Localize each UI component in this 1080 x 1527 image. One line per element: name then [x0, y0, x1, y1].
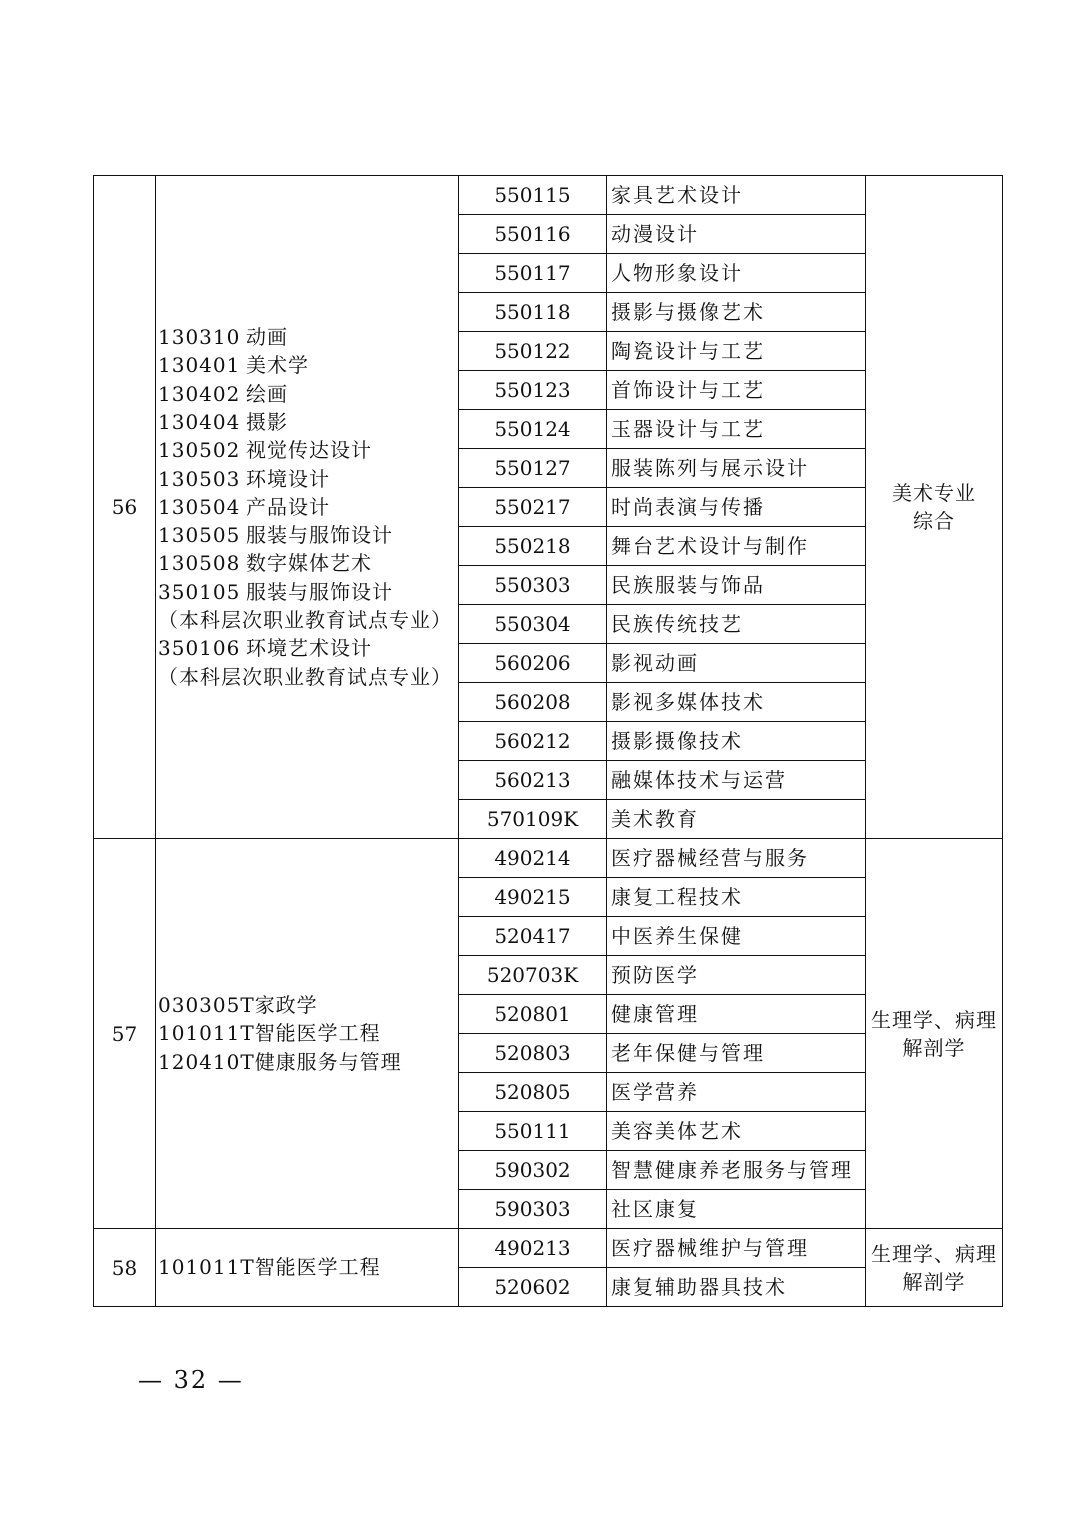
vocational-major-name: 中医养生保健	[607, 917, 866, 956]
undergrad-major	[158, 549, 458, 577]
vocational-major-code: 520602	[459, 1268, 607, 1307]
vocational-major-code: 550303	[459, 566, 607, 605]
vocational-major-code: 490213	[459, 1229, 607, 1268]
exam-subject	[866, 176, 1003, 839]
undergrad-major-name: 健康服务与管理	[254, 1049, 402, 1074]
vocational-major-name: 医疗器械维护与管理	[607, 1229, 866, 1268]
undergrad-major	[158, 634, 458, 662]
group-number: 58	[94, 1229, 156, 1307]
undergrad-major	[158, 351, 458, 379]
undergrad-major-code: 130310	[158, 325, 241, 350]
table-body	[94, 176, 1003, 1307]
undergrad-major-code: 130502	[158, 438, 241, 463]
exam-subject-line: 生理学、病理	[871, 1241, 997, 1266]
undergrad-major	[158, 663, 458, 691]
vocational-major-name: 民族传统技艺	[607, 605, 866, 644]
exam-subject-line: 美术专业	[892, 481, 976, 505]
page-number: — 32 —	[138, 1366, 244, 1394]
table-row	[94, 176, 1003, 215]
vocational-major-code: 520703K	[459, 956, 607, 995]
vocational-major-name: 美术教育	[607, 800, 866, 839]
undergrad-major	[158, 380, 458, 408]
undergrad-major-name: 绘画	[246, 381, 288, 406]
vocational-major-code: 570109K	[459, 800, 607, 839]
vocational-major-code: 550115	[459, 176, 607, 215]
vocational-major-code: 550127	[459, 449, 607, 488]
undergrad-majors-cell	[156, 839, 459, 1229]
vocational-major-code: 560206	[459, 644, 607, 683]
vocational-major-code: 590302	[459, 1151, 607, 1190]
undergrad-major-name: 环境艺术设计	[246, 636, 372, 661]
vocational-major-code: 560212	[459, 722, 607, 761]
undergrad-major-code: 101011T	[158, 1021, 255, 1046]
vocational-major-code: 590303	[459, 1190, 607, 1229]
undergrad-major-name: （本科层次职业教育试点专业）	[158, 664, 452, 689]
vocational-major-code: 520801	[459, 995, 607, 1034]
undergrad-major	[158, 991, 458, 1019]
undergrad-major-name: 智能医学工程	[254, 1021, 381, 1046]
exam-subject-line: 综合	[913, 509, 955, 533]
undergrad-major-name: 智能医学工程	[254, 1255, 381, 1280]
undergrad-major-name: 服装与服饰设计	[246, 579, 393, 604]
vocational-major-name: 融媒体技术与运营	[607, 761, 866, 800]
vocational-major-name: 首饰设计与工艺	[607, 371, 866, 410]
vocational-major-name: 玉器设计与工艺	[607, 410, 866, 449]
undergrad-major-code: 130505	[158, 523, 241, 548]
vocational-major-code: 550111	[459, 1112, 607, 1151]
vocational-major-name: 康复辅助器具技术	[607, 1268, 866, 1307]
vocational-major-name: 老年保健与管理	[607, 1034, 866, 1073]
exam-subject-line: 解剖学	[902, 1269, 966, 1294]
undergrad-major-code: 120410T	[158, 1049, 255, 1074]
undergrad-major	[158, 408, 458, 436]
undergrad-major-name: 数字媒体艺术	[246, 551, 372, 576]
undergrad-major	[158, 1048, 458, 1076]
vocational-major-code: 550123	[459, 371, 607, 410]
undergrad-major-code: 130503	[158, 466, 241, 491]
vocational-major-code: 550122	[459, 332, 607, 371]
vocational-major-name: 美容美体艺术	[607, 1112, 866, 1151]
undergrad-major	[158, 493, 458, 521]
vocational-major-code: 520803	[459, 1034, 607, 1073]
vocational-major-name: 人物形象设计	[607, 254, 866, 293]
vocational-major-code: 490214	[459, 839, 607, 878]
vocational-major-name: 摄影摄像技术	[607, 722, 866, 761]
undergrad-major-name: 产品设计	[246, 494, 330, 519]
undergrad-major-name: 服装与服饰设计	[246, 523, 393, 548]
undergrad-major-code: 130508	[158, 551, 241, 576]
vocational-major-name: 医学营养	[607, 1073, 866, 1112]
undergrad-major-code: 350105	[158, 579, 241, 604]
vocational-major-name: 时尚表演与传播	[607, 488, 866, 527]
vocational-major-name: 智慧健康养老服务与管理	[607, 1151, 866, 1190]
table-row	[94, 839, 1003, 878]
undergrad-major-code: 101011T	[158, 1255, 255, 1280]
undergrad-major	[158, 1253, 458, 1281]
undergrad-major-name: （本科层次职业教育试点专业）	[158, 608, 452, 633]
undergrad-major-code: 130504	[158, 494, 241, 519]
vocational-major-name: 医疗器械经营与服务	[607, 839, 866, 878]
vocational-major-name: 动漫设计	[607, 215, 866, 254]
vocational-major-code: 560213	[459, 761, 607, 800]
undergrad-major	[158, 1019, 458, 1047]
undergrad-major-code: 130401	[158, 353, 241, 378]
undergrad-majors-cell	[156, 176, 459, 839]
undergrad-major	[158, 578, 458, 606]
undergrad-major-code: 130404	[158, 409, 241, 434]
vocational-major-name: 影视多媒体技术	[607, 683, 866, 722]
undergrad-major-code: 130402	[158, 381, 241, 406]
undergrad-major-code: 350106	[158, 636, 241, 661]
undergrad-major	[158, 465, 458, 493]
vocational-major-name: 舞台艺术设计与制作	[607, 527, 866, 566]
undergrad-major-name: 环境设计	[246, 466, 330, 491]
major-table	[93, 175, 1003, 1307]
undergrad-major-name: 动画	[246, 325, 288, 350]
vocational-major-code: 520805	[459, 1073, 607, 1112]
undergrad-major-code: 030305T	[158, 993, 255, 1018]
undergrad-major	[158, 436, 458, 464]
vocational-major-name: 康复工程技术	[607, 878, 866, 917]
vocational-major-code: 550118	[459, 293, 607, 332]
vocational-major-name: 社区康复	[607, 1190, 866, 1229]
vocational-major-name: 陶瓷设计与工艺	[607, 332, 866, 371]
undergrad-major-name: 摄影	[246, 409, 288, 434]
vocational-major-code: 550124	[459, 410, 607, 449]
vocational-major-code: 550217	[459, 488, 607, 527]
undergrad-major-name: 家政学	[254, 993, 318, 1018]
vocational-major-name: 民族服装与饰品	[607, 566, 866, 605]
vocational-major-code: 550117	[459, 254, 607, 293]
vocational-major-code: 550304	[459, 605, 607, 644]
vocational-major-code: 560208	[459, 683, 607, 722]
exam-subject	[866, 1229, 1003, 1307]
undergrad-major-name: 视觉传达设计	[246, 438, 372, 463]
undergrad-major	[158, 323, 458, 351]
undergrad-major-name: 美术学	[246, 353, 309, 378]
vocational-major-name: 影视动画	[607, 644, 866, 683]
exam-subject-line: 解剖学	[902, 1035, 966, 1060]
vocational-major-name: 家具艺术设计	[607, 176, 866, 215]
group-number: 56	[94, 176, 156, 839]
group-number: 57	[94, 839, 156, 1229]
vocational-major-name: 健康管理	[607, 995, 866, 1034]
vocational-major-name: 预防医学	[607, 956, 866, 995]
exam-subject	[866, 839, 1003, 1229]
exam-subject-line: 生理学、病理	[871, 1007, 997, 1032]
vocational-major-code: 550218	[459, 527, 607, 566]
vocational-major-name: 摄影与摄像艺术	[607, 293, 866, 332]
vocational-major-code: 490215	[459, 878, 607, 917]
vocational-major-code: 550116	[459, 215, 607, 254]
undergrad-major	[158, 521, 458, 549]
undergrad-majors-cell	[156, 1229, 459, 1307]
vocational-major-code: 520417	[459, 917, 607, 956]
undergrad-major	[158, 606, 458, 634]
table-row	[94, 1229, 1003, 1268]
vocational-major-name: 服装陈列与展示设计	[607, 449, 866, 488]
